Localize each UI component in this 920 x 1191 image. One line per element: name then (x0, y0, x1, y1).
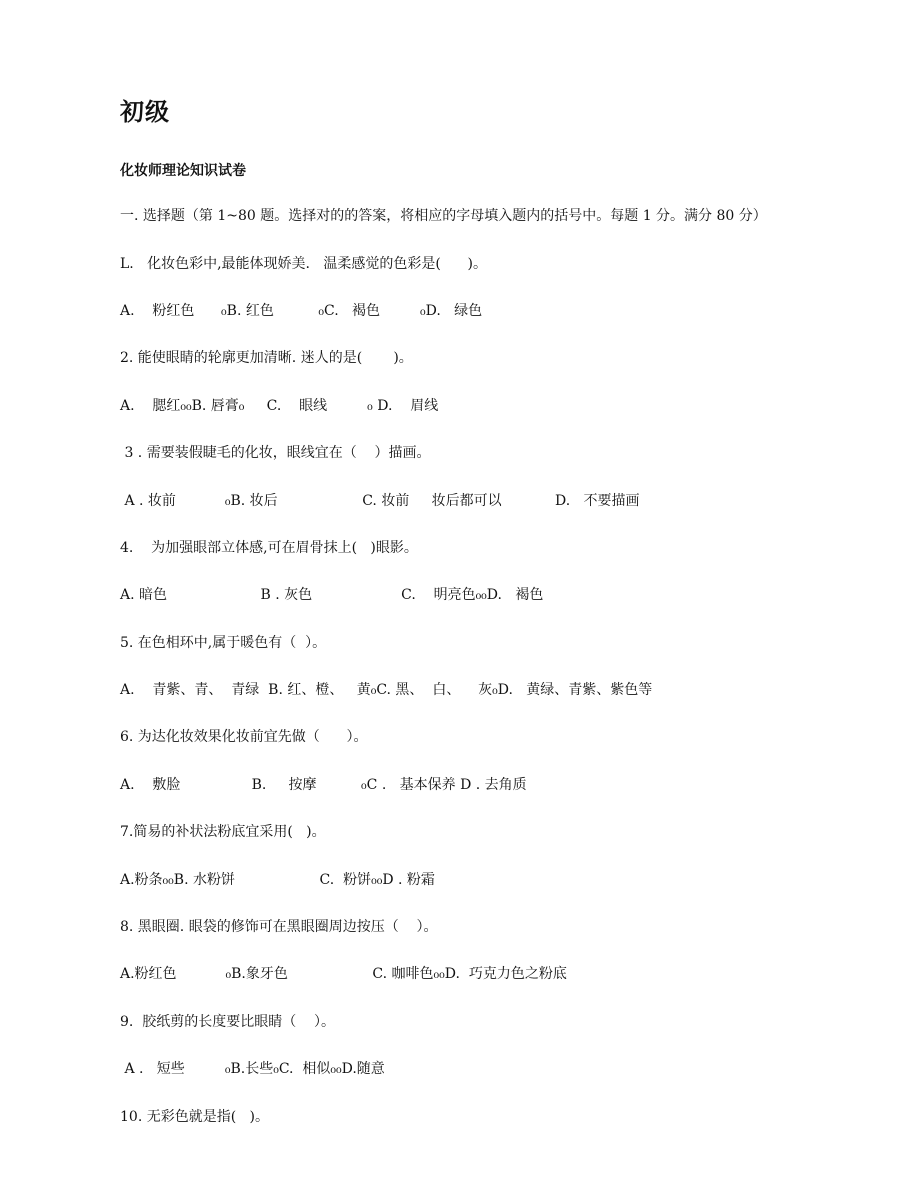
question-4: 4. 为加强眼部立体感,可在眉骨抹上( )眼影。 (120, 540, 418, 556)
question-6: 6. 为达化妆效果化妆前宜先做（ ）。 (120, 729, 368, 745)
section-heading: 一. 选择题（第 1~80 题。选择对的的答案，将相应的字母填入题内的括号中。每题 1 分。满分 80 分） (120, 208, 767, 224)
question-5: 5. 在色相环中,属于暖色有（ ）。 (120, 635, 327, 651)
options-1: A. 粉红色 ₀B. 红色 ₀C. 褐色 ₀D. 绿色 (120, 303, 483, 319)
options-6: A. 敷脸 B. 按摩 ₀C . 基本保养 D . 去角质 (120, 777, 527, 793)
question-2: 2. 能使眼睛的轮廓更加清晰. 迷人的是( )。 (120, 350, 413, 366)
document-subtitle: 化妆师理论知识试卷 (120, 163, 246, 179)
question-7: 7.简易的补状法粉底宜采用( )。 (120, 824, 326, 840)
options-9: A . 短些 ₀B.长些₀C. 相似₀₀D.随意 (120, 1061, 385, 1077)
options-3: A . 妆前 ₀B. 妆后 C. 妆前 妆后都可以 D. 不要描画 (120, 493, 640, 509)
document-title: 初级 (120, 97, 170, 126)
options-7: A.粉条₀₀B. 水粉饼 C. 粉饼₀₀D . 粉霜 (120, 872, 435, 888)
options-2: A. 腮红₀₀B. 唇膏₀ C. 眼线 ₀ D. 眉线 (120, 398, 439, 414)
question-9: 9. 胶纸剪的长度要比眼睛（ ）。 (120, 1014, 336, 1030)
question-1: L. 化妆色彩中,最能体现娇美. 温柔感觉的色彩是( )。 (120, 256, 487, 272)
question-10: 10. 无彩色就是指( )。 (120, 1109, 269, 1125)
question-8: 8. 黑眼圈. 眼袋的修饰可在黑眼圈周边按压（ ）。 (120, 919, 438, 935)
options-8: A.粉红色 ₀B.象牙色 C. 咖啡色₀₀D. 巧克力色之粉底 (120, 966, 567, 982)
question-3: 3 . 需要装假睫毛的化妆，眼线宜在（ ）描画。 (120, 445, 431, 461)
options-5: A. 青紫、青、 青绿 B. 红、橙、 黄₀C. 黑、 白、 灰₀D. 黄绿、青紫、紫色等 (120, 682, 653, 698)
options-4: A. 暗色 B . 灰色 C. 明亮色₀₀D. 褐色 (120, 587, 544, 603)
